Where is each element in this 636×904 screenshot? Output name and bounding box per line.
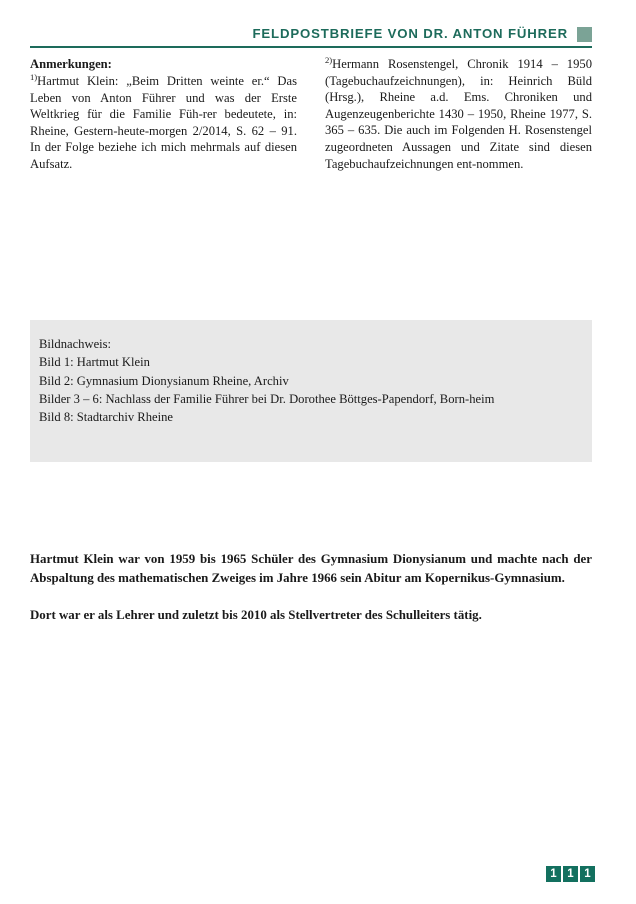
image-credit-line-3: Bilder 3 – 6: Nachlass der Familie Führer bei Dr. Dorothee Böttges-Papendorf, Born-heim [39,391,495,406]
footnote-marker-1: 1) [30,71,38,82]
footnotes-column-left [30,56,297,173]
running-header [30,22,592,46]
page-number [546,866,595,882]
page-number-digit-3: 1 [580,866,595,882]
footnote-item-2 [325,56,592,172]
footnotes-section [30,56,592,173]
page-title: FELDPOSTBRIEFE VON DR. ANTON FÜHRER [252,26,568,42]
header-divider [30,46,592,48]
author-biography [30,550,592,625]
header-square-marker-icon [577,27,592,42]
page-number-digit-2: 1 [563,866,578,882]
footnote-item-1 [30,73,297,173]
image-credit-line-2: Bild 2: Gymnasium Dionysianum Rheine, Archiv [39,373,289,388]
footnotes-heading: Anmerkungen: [30,57,112,71]
image-credits-heading: Bildnachweis: [39,337,112,351]
image-credits-box [30,320,592,462]
page-number-digit-1: 1 [546,866,561,882]
biography-paragraph-1: Hartmut Klein war von 1959 bis 1965 Schüler des Gymnasium Dionysianum und machte nach der Abspaltung des mathematischen Zweiges im Jahre 1966 sein Abitur am Kopernikus-Gymnasium. [30,552,592,586]
footnote-text-2: Hermann Rosenstengel, Chronik 1914 – 1950 (Tagebuchaufzeichnungen), in: Heinrich Büld (Hrsg.), Rheine a.d. Ems. Chroniken und Augenzeugenberichte 1430 – 1950, Rheine 1977, S. 365 – 635. Die auch im Folgenden H. Rosenstengel zugeordneten Aussagen und Zitate sind diesen Tagebuchaufzeichnungen ent-nommen. [325,57,592,171]
footnotes-column-right [325,56,592,173]
footnote-text-1: Hartmut Klein: „Beim Dritten weinte er.“ Das Leben von Anton Führer und was der Erste Weltkrieg für die Familie Füh-rer bedeutete, in: Rheine, Gestern-heute-morgen 2/2014, S. 62 – 91. In der Folge beziehe ich mich mehrmals auf diesen Aufsatz. [30,74,297,172]
image-credit-line-1: Bild 1: Hartmut Klein [39,355,150,370]
footnote-marker-2: 2) [325,54,333,65]
image-credit-line-4: Bild 8: Stadtarchiv Rheine [39,410,173,425]
biography-paragraph-2: Dort war er als Lehrer und zuletzt bis 2010 als Stellvertreter des Schulleiters tätig. [30,607,482,622]
